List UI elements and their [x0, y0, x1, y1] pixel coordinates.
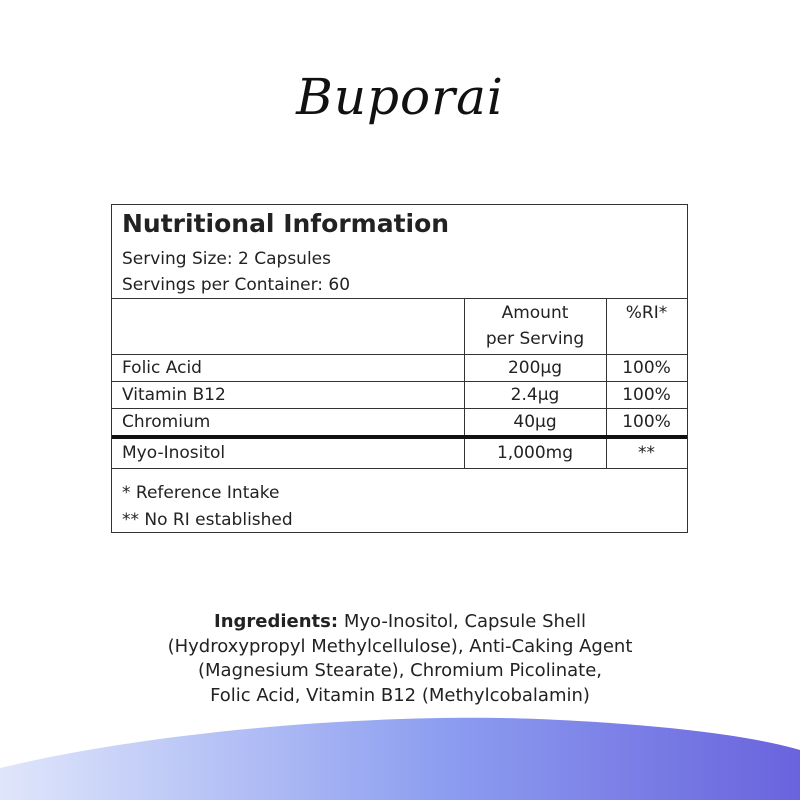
ingredients-line: [120, 610, 680, 635]
header-amount-line1: Amount: [501, 303, 569, 323]
decorative-wave: [0, 690, 800, 800]
header-amount-line2: per Serving: [485, 329, 585, 349]
nutrient-name: Chromium: [122, 412, 211, 432]
ingredients-heading: Ingredients:: [214, 611, 339, 632]
thick-divider: [112, 435, 687, 439]
nutrient-amount: 1,000mg: [496, 443, 574, 463]
nutrient-amount: 200µg: [507, 358, 563, 378]
divider: [112, 381, 687, 382]
footnote-no-ri: ** No RI established: [122, 510, 293, 530]
servings-per-container: Servings per Container: 60: [122, 275, 351, 295]
nutrient-ri: 100%: [622, 412, 671, 432]
divider: [112, 354, 687, 355]
nutrient-ri: 100%: [622, 358, 671, 378]
divider: [112, 408, 687, 409]
nutrient-amount: 40µg: [513, 412, 557, 432]
header-ri: %RI*: [625, 303, 668, 323]
footnote-reference-intake: * Reference Intake: [122, 483, 280, 503]
divider: [112, 468, 687, 469]
brand-logo: Buporai: [296, 68, 504, 126]
nutrient-amount: 2.4µg: [510, 385, 560, 405]
divider: [112, 298, 687, 299]
nutrition-title: Nutritional Information: [122, 209, 450, 238]
ingredients-line: (Magnesium Stearate), Chromium Picolinate,: [197, 660, 602, 681]
ingredients-line: Folic Acid, Vitamin B12 (Methylcobalamin): [210, 684, 590, 706]
nutrient-ri: **: [638, 443, 655, 463]
nutrition-label: [111, 204, 688, 533]
wave-shape: [0, 718, 800, 800]
nutrient-ri: 100%: [622, 385, 671, 405]
nutrient-name: Myo-Inositol: [122, 443, 226, 463]
serving-size: Serving Size: 2 Capsules: [122, 249, 331, 269]
nutrient-name: Folic Acid: [122, 358, 202, 378]
ingredients-text: Myo-Inositol, Capsule Shell: [343, 611, 586, 632]
nutrient-name: Vitamin B12: [122, 385, 226, 405]
ingredients-line: (Hydroxypropyl Methylcellulose), Anti-Caking Agent: [167, 635, 633, 657]
